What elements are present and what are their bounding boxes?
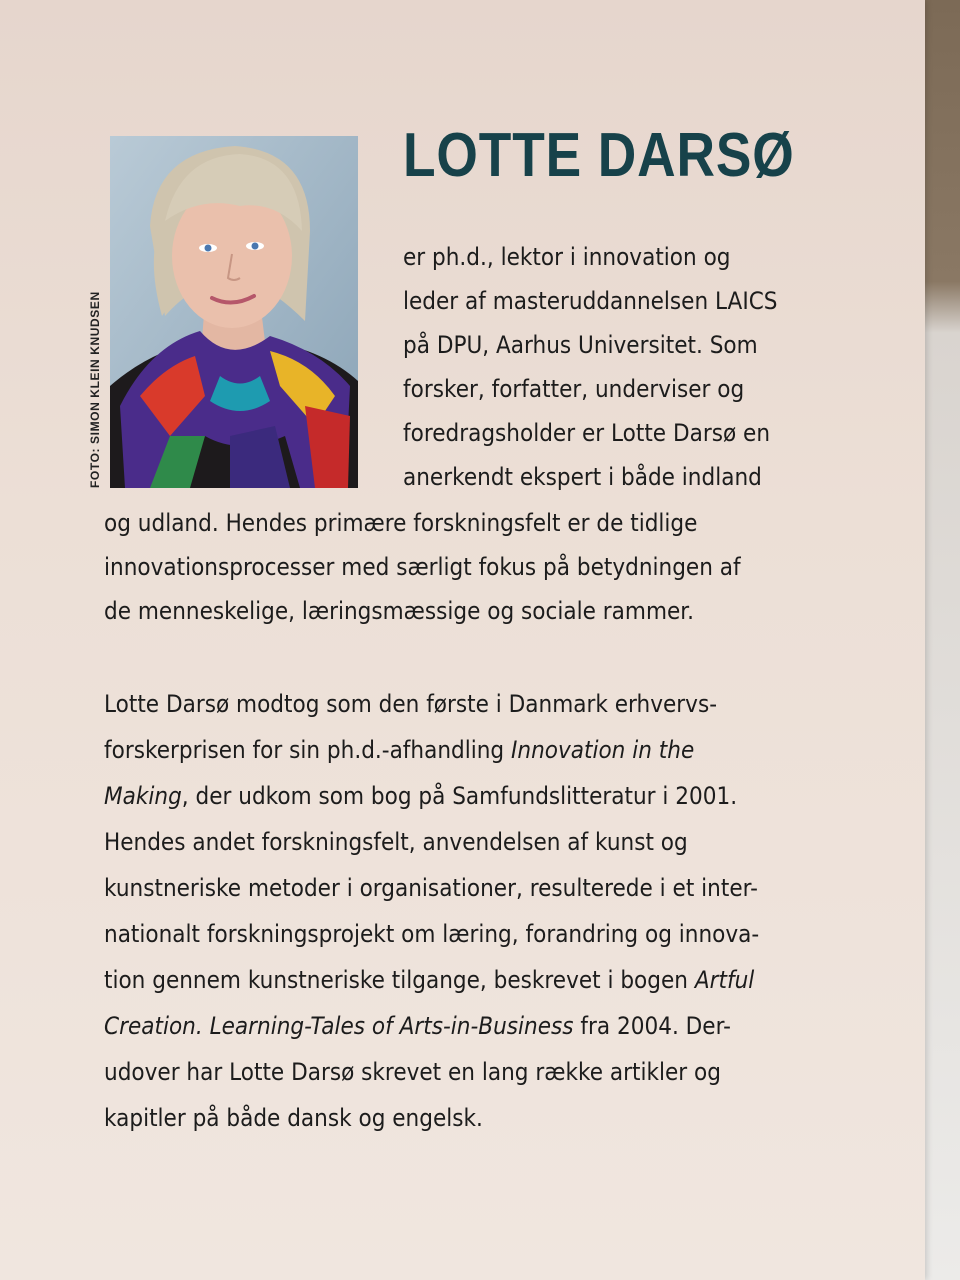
text-line: anerkendt ekspert i både indland <box>403 463 762 491</box>
text-line: kunstneriske metoder i organisationer, resulterede i et inter- <box>104 874 758 902</box>
text-line <box>104 966 754 994</box>
book-title-italic: Making <box>104 782 182 810</box>
text-line: nationalt forskningsprojekt om læring, forandring og innova- <box>104 920 760 948</box>
text-line: Hendes andet forskningsfelt, anvendelsen af kunst og <box>104 828 688 856</box>
text-line: Lotte Darsø modtog som den første i Danmark erhvervs- <box>104 690 718 718</box>
text-line: og udland. Hendes primære forskningsfelt er de tidlige <box>104 509 698 537</box>
text-line: er ph.d., lektor i innovation og <box>403 243 731 271</box>
text-line: forsker, forfatter, underviser og <box>403 375 745 403</box>
text-line: udover har Lotte Darsø skrevet en lang række artikler og <box>104 1058 721 1086</box>
text-line <box>104 736 694 764</box>
text-segment: tion gennem kunstneriske tilgange, beskrevet i bogen <box>104 966 695 994</box>
text-segment: forskerprisen for sin ph.d.-afhandling <box>104 736 512 764</box>
text-line: kapitler på både dansk og engelsk. <box>104 1104 483 1132</box>
book-title-italic: Creation. Learning-Tales of Arts-in-Business <box>104 1012 574 1040</box>
text-line <box>104 782 737 810</box>
text-segment: fra 2004. Der- <box>573 1012 731 1040</box>
text-line: innovationsprocesser med særligt fokus på betydningen af <box>104 553 741 581</box>
author-photo <box>110 136 358 488</box>
author-name-heading: LOTTE DARSØ <box>403 121 795 190</box>
text-line: de menneskelige, læringsmæssige og sociale rammer. <box>104 597 695 625</box>
text-line: foredragsholder er Lotte Darsø en <box>403 419 771 447</box>
author-portrait-image <box>110 136 358 488</box>
text-line: leder af masteruddannelsen LAICS <box>403 287 778 315</box>
book-title-italic: Artful <box>694 966 755 994</box>
text-segment: , der udkom som bog på Samfundslitteratur i 2001. <box>181 782 738 810</box>
text-line: på DPU, Aarhus Universitet. Som <box>403 331 758 359</box>
photo-credit: FOTO: SIMON KLEIN KNUDSEN <box>88 291 102 488</box>
text-line <box>104 1012 731 1040</box>
book-title-italic: Innovation in the <box>511 736 695 764</box>
